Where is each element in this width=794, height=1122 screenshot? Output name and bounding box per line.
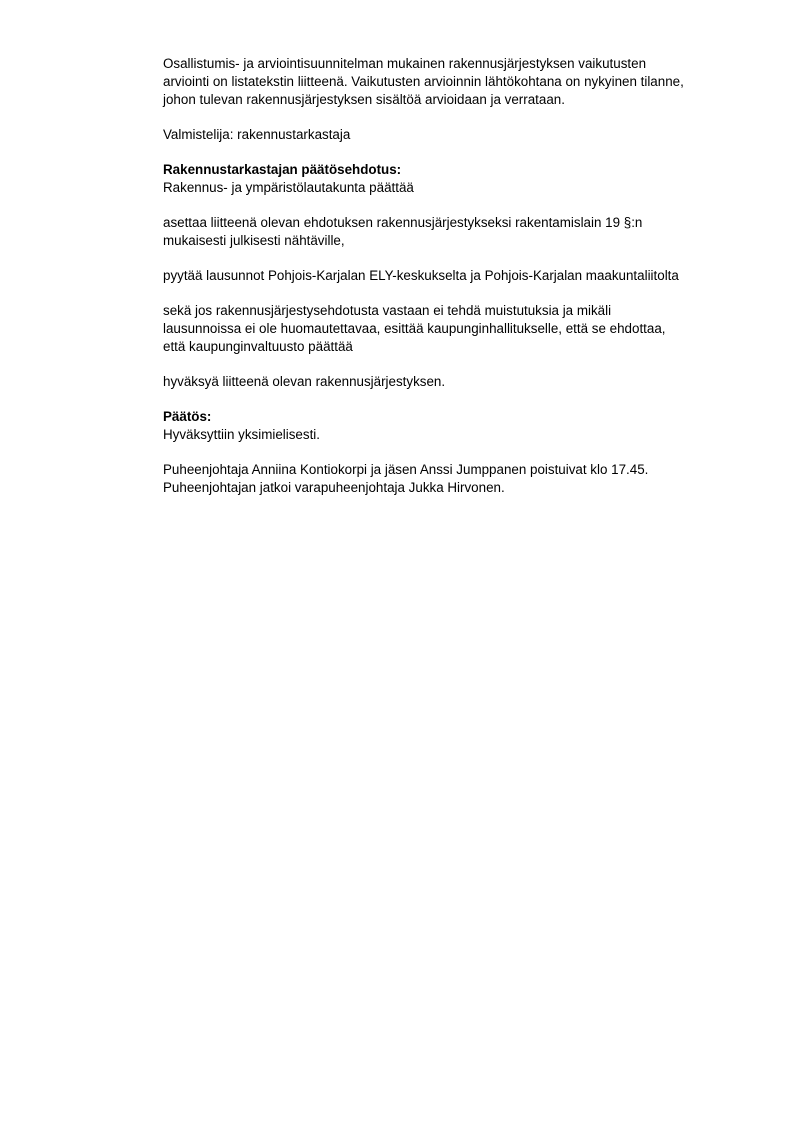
decision-section bbox=[163, 408, 743, 444]
proposal-item-line: pyytää lausunnot Pohjois-Karjalan ELY-keskukselta ja Pohjois-Karjalan maakuntaliitolta bbox=[163, 268, 679, 283]
proposal-item-line: lausunnoissa ei ole huomautettavaa, esittää kaupunginhallitukselle, että se ehdottaa, bbox=[163, 321, 666, 336]
proposal-item bbox=[163, 214, 743, 250]
proposal-item-line: mukaisesti julkisesti nähtäville, bbox=[163, 233, 345, 248]
proposal-item-line: sekä jos rakennusjärjestysehdotusta vastaan ei tehdä muistutuksia ja mikäli bbox=[163, 303, 612, 318]
notes-line: Puheenjohtajan jatkoi varapuheenjohtaja Jukka Hirvonen. bbox=[163, 480, 505, 495]
intro-line: Osallistumis- ja arviointisuunnitelman mukainen rakennusjärjestyksen vaikutusten bbox=[163, 56, 647, 71]
intro-paragraph bbox=[163, 55, 743, 109]
decision-heading: Päätös: bbox=[163, 409, 212, 424]
preparer-paragraph bbox=[163, 126, 743, 144]
proposal-lead: Rakennus- ja ympäristölautakunta päättää bbox=[163, 180, 414, 195]
proposal-item bbox=[163, 373, 743, 391]
preparer-text: Valmistelija: rakennustarkastaja bbox=[163, 127, 351, 142]
intro-line: johon tulevan rakennusjärjestyksen sisältöä arvioidaan ja verrataan. bbox=[163, 92, 565, 107]
decision-text: Hyväksyttiin yksimielisesti. bbox=[163, 427, 320, 442]
proposal-section bbox=[163, 161, 743, 197]
notes-line: Puheenjohtaja Anniina Kontiokorpi ja jäsen Anssi Jumppanen poistuivat klo 17.45. bbox=[163, 462, 649, 477]
notes-paragraph bbox=[163, 461, 743, 497]
proposal-item-line: asettaa liitteenä olevan ehdotuksen rakennusjärjestykseksi rakentamislain 19 §:n bbox=[163, 215, 643, 230]
proposal-item-line: että kaupunginvaltuusto päättää bbox=[163, 339, 353, 354]
document-page bbox=[163, 55, 743, 497]
intro-line: arviointi on listatekstin liitteenä. Vaikutusten arvioinnin lähtökohtana on nykyinen tilanne, bbox=[163, 74, 684, 89]
proposal-heading: Rakennustarkastajan päätösehdotus: bbox=[163, 162, 402, 177]
proposal-item bbox=[163, 302, 743, 356]
proposal-item-line: hyväksyä liitteenä olevan rakennusjärjestyksen. bbox=[163, 374, 446, 389]
proposal-item bbox=[163, 267, 743, 285]
